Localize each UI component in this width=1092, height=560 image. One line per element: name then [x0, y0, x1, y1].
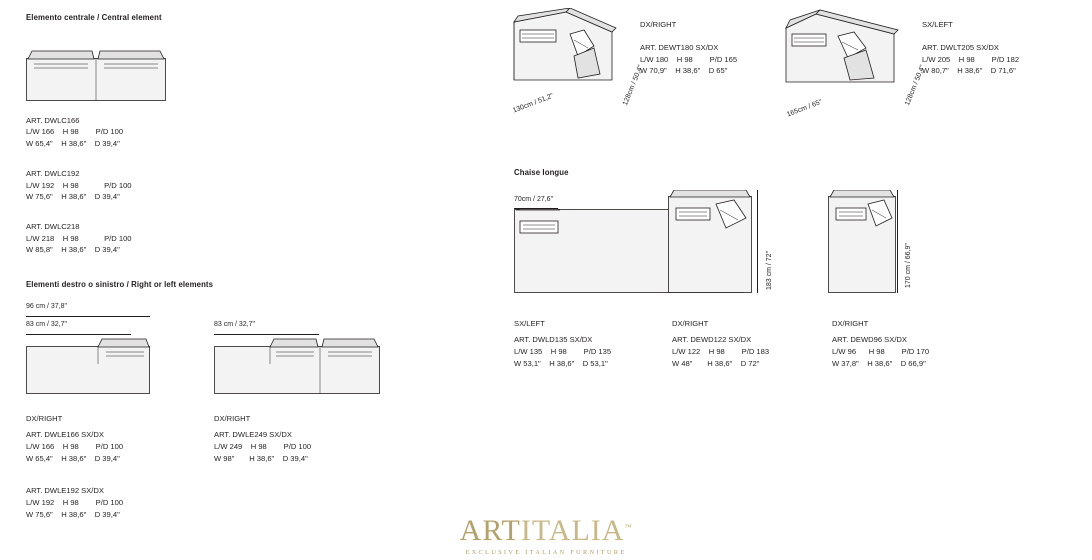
dim-label-165cm: 165cm / 65": [786, 98, 824, 119]
brand-trademark: ™: [624, 523, 633, 531]
spec-dewd122-imperial: W 48" H 38,6" D 72": [672, 359, 760, 368]
spec-dwle166-art: ART. DWLE166 SX/DX: [26, 430, 104, 439]
label-side-dx-right-a: DX/RIGHT: [26, 414, 63, 423]
spec-central-192-art: ART. DWLC192: [26, 169, 80, 178]
spec-central-192-metric: L/W 192 H 98 P/D 100: [26, 181, 132, 190]
label-side-dx-right-chaise3: DX/RIGHT: [832, 319, 869, 328]
spec-dwld135-imperial: W 53,1" H 38,6" D 53,1": [514, 359, 608, 368]
dim-label-83cm-right: 83 cm / 32,7": [214, 321, 256, 328]
brand-name: [0, 516, 1092, 546]
spec-dwlt205-imperial: W 80,7" H 38,6" D 71,6": [922, 66, 1016, 75]
spec-central-192-imperial: W 75,6" H 38,6" D 39,4": [26, 192, 120, 201]
spec-dwld135-art: ART. DWLD135 SX/DX: [514, 335, 593, 344]
spec-central-166-art: ART. DWLC166: [26, 116, 80, 125]
section-title-central-element: Elemento centrale / Central element: [26, 13, 162, 22]
spec-dwlt205-art: ART. DWLT205 SX/DX: [922, 43, 999, 52]
dim-label-170cm: 170 cm / 66,9": [905, 243, 912, 288]
brand-logo: [0, 516, 1092, 556]
dim-label-128cm-a: 128cm / 50,4": [622, 64, 645, 107]
dim-rule-83cm-right: [214, 334, 319, 335]
spec-dwle192-metric: L/W 192 H 98 P/D 100: [26, 498, 124, 507]
spec-dwle249-metric: L/W 249 H 98 P/D 100: [214, 442, 312, 451]
dim-label-130cm: 130cm / 51,2": [512, 92, 555, 115]
spec-dwle192-art: ART. DWLE192 SX/DX: [26, 486, 104, 495]
spec-dewd96-metric: L/W 96 H 98 P/D 170: [832, 347, 930, 356]
dim-rule-183cm: [757, 190, 758, 293]
label-side-sx-left-top2: SX/LEFT: [922, 20, 953, 29]
spec-dwle166-metric: L/W 166 H 98 P/D 100: [26, 442, 124, 451]
dim-label-70cm: 70cm / 27,6": [514, 196, 554, 203]
spec-dewt180-imperial: W 70,9" H 38,6" D 65": [640, 66, 728, 75]
diagram-central-element: [26, 50, 166, 102]
brand-name-light: ITALIA: [520, 514, 625, 547]
spec-dewd96-art: ART. DEWD96 SX/DX: [832, 335, 907, 344]
spec-dewd122-metric: L/W 122 H 98 P/D 183: [672, 347, 770, 356]
spec-dwle249-imperial: W 98" H 38,6" D 39,4": [214, 454, 308, 463]
spec-central-166-imperial: W 65,4" H 38,6" D 39,4": [26, 139, 120, 148]
dim-rule-170cm: [897, 190, 898, 293]
spec-dewd122-art: ART. DEWD122 SX/DX: [672, 335, 752, 344]
spec-central-166-metric: L/W 166 H 98 P/D 100: [26, 127, 124, 136]
dim-label-183cm: 183 cm / 72": [766, 250, 773, 290]
diagram-dwlt205-corner: [772, 8, 902, 100]
diagram-right-element-166: [26, 338, 150, 394]
spec-central-218-imperial: W 85,8" H 38,6" D 39,4": [26, 245, 120, 254]
spec-dwle192-imperial: W 75,6" H 38,6" D 39,4": [26, 510, 120, 519]
section-title-chaise-longue: Chaise longue: [514, 168, 569, 177]
spec-dewt180-art: ART. DEWT180 SX/DX: [640, 43, 719, 52]
label-side-dx-right-b: DX/RIGHT: [214, 414, 251, 423]
dim-label-128cm-b: 128cm / 50,4": [904, 64, 927, 107]
brand-tagline: EXCLUSIVE ITALIAN FURNITURE: [465, 549, 627, 556]
spec-central-218-metric: L/W 218 H 98 P/D 100: [26, 234, 132, 243]
diagram-dewt180-corner: [508, 8, 620, 100]
spec-dwle166-imperial: W 65,4" H 38,6" D 39,4": [26, 454, 120, 463]
label-side-sx-left-chaise1: SX/LEFT: [514, 319, 545, 328]
label-side-dx-right-top1: DX/RIGHT: [640, 20, 677, 29]
spec-central-218-art: ART. DWLC218: [26, 222, 80, 231]
dim-rule-96cm: [26, 316, 150, 317]
diagram-dewd96-chaise: [828, 190, 896, 293]
spec-dwlt205-metric: L/W 205 H 98 P/D 182: [922, 55, 1020, 64]
dim-label-96cm: 96 cm / 37,8": [26, 303, 68, 310]
diagram-dewd122-chaise: [668, 190, 752, 293]
spec-dewt180-metric: L/W 180 H 98 P/D 165: [640, 55, 738, 64]
dim-label-83cm-left: 83 cm / 32,7": [26, 321, 68, 328]
label-side-dx-right-chaise2: DX/RIGHT: [672, 319, 709, 328]
dim-rule-83cm-left: [26, 334, 131, 335]
section-title-right-left-elements: Elementi destro o sinistro / Right or left elements: [26, 280, 214, 289]
spec-dewd96-imperial: W 37,8" H 38,6" D 66,9": [832, 359, 926, 368]
spec-dwle249-art: ART. DWLE249 SX/DX: [214, 430, 292, 439]
brand-name-bold: ART: [459, 514, 521, 547]
spec-dwld135-metric: L/W 135 H 98 P/D 135: [514, 347, 612, 356]
diagram-right-element-249: [214, 338, 380, 394]
